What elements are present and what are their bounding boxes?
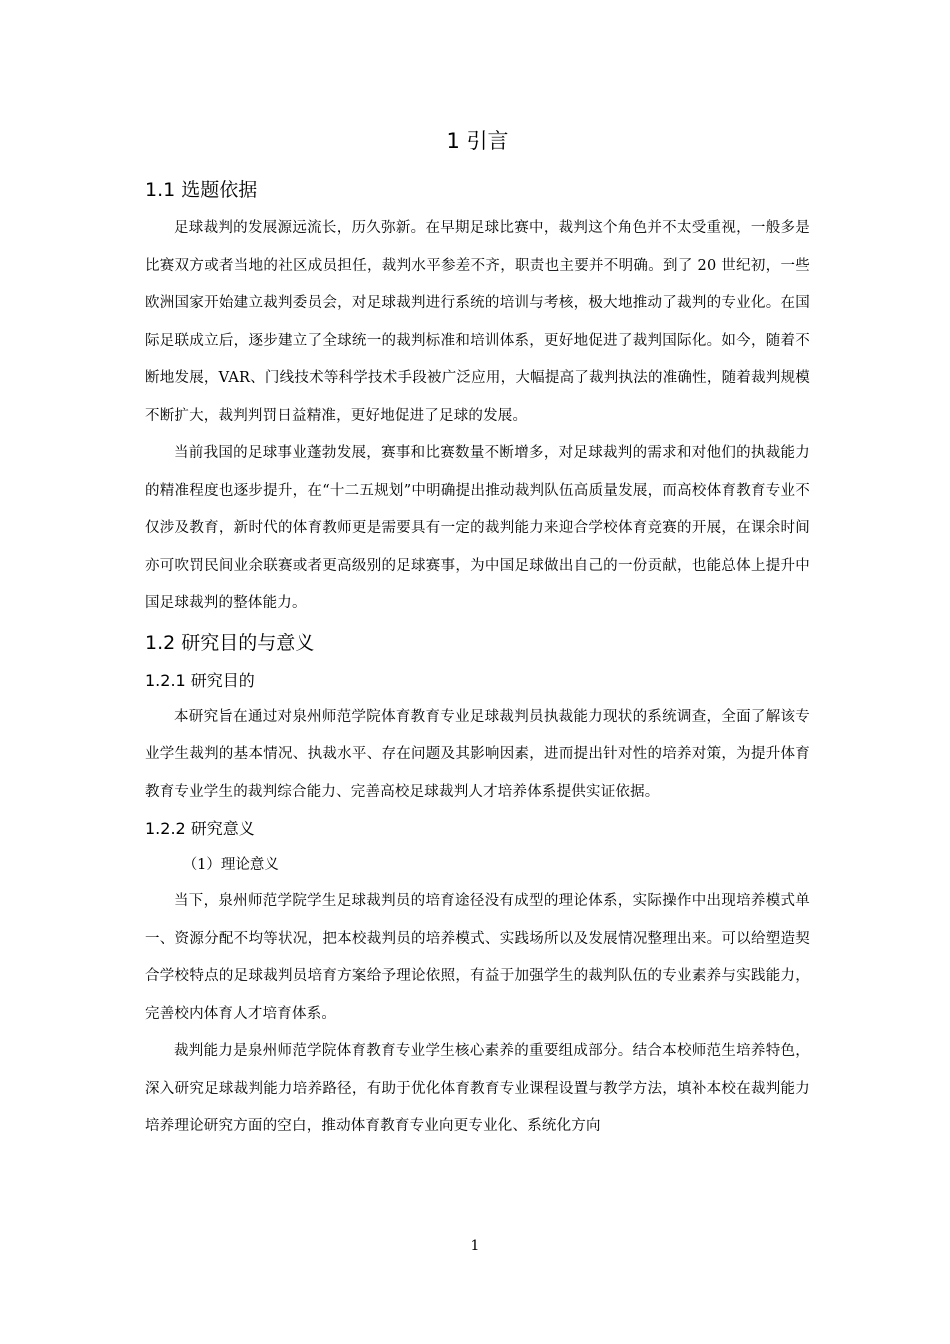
paragraph: 本研究旨在通过对泉州师范学院体育教育专业足球裁判员执裁能力现状的系统调查，全面了解该专业学生裁判的基本情况、执裁水平、存在问题及其影响因素，进而提出针对性的培养对策，为提升体育教育专业学生的裁判综合能力、完善高校足球裁判人才培养体系提供实证依据。: [145, 708, 810, 800]
section-title-1-1: 1.1 选题依据: [145, 179, 258, 201]
subsection-title-1-2-2: 1.2.2 研究意义: [145, 819, 255, 838]
section-title-1-2: 1.2 研究目的与意义: [145, 631, 315, 654]
paragraph: 裁判能力是泉州师范学院体育教育专业学生核心素养的重要组成部分。结合本校师范生培养特色，深入研究足球裁判能力培养路径，有助于优化体育教育专业课程设置与教学方法，填补本校在裁判能力培养理论研究方面的空白，推动体育教育专业向更专业化、系统化方向: [145, 1043, 810, 1134]
chapter-title: 1 引言: [446, 129, 509, 153]
paragraph: 当下，泉州师范学院学生足球裁判员的培育途径没有成型的理论体系，实际操作中出现培养模式单一、资源分配不均等状况，把本校裁判员的培养模式、实践场所以及发展情况整理出来。可以给塑造契合学校特点的足球裁判员培育方案给予理论依照，有益于加强学生的裁判队伍的专业素养与实践能力，完善校内体育人才培育体系。: [145, 893, 810, 1022]
subsection-title-1-2-1: 1.2.1 研究目的: [145, 670, 255, 690]
paragraph: 足球裁判的发展源远流长，历久弥新。在早期足球比赛中，裁判这个角色并不太受重视，一般多是比赛双方或者当地的社区成员担任，裁判水平参差不齐，职责也主要并不明确。到了 20 世纪初，一些欧洲国家开始建立裁判委员会，对足球裁判进行系统的培训与考核，极大地推动了裁判的专业化。在国际足联成立后，逐步建立了全球统一的裁判标准和培训体系，更好地促进了裁判国际化。如今，随着不断地发展，VAR、门线技术等科学技术手段被广泛应用，大幅提高了裁判执法的准确性，随着裁判规模不断扩大，裁判判罚日益精准，更好地促进了足球的发展。: [145, 220, 810, 424]
list-label-theory: （1）理论意义: [182, 857, 279, 873]
page-content: [145, 118, 810, 1146]
paragraph: 当前我国的足球事业蓬勃发展，赛事和比赛数量不断增多，对足球裁判的需求和对他们的执裁能力的精准程度也逐步提升，在“十二五规划”中明确提出推动裁判队伍高质量发展，而高校体育教育专业不仅涉及教育，新时代的体育教师更是需要具有一定的裁判能力来迎合学校体育竞赛的开展，在课余时间亦可吹罚民间业余联赛或者更高级别的足球赛事，为中国足球做出自己的一份贡献，也能总体上提升中国足球裁判的整体能力。: [145, 445, 810, 611]
page-number: 1: [470, 1238, 480, 1254]
